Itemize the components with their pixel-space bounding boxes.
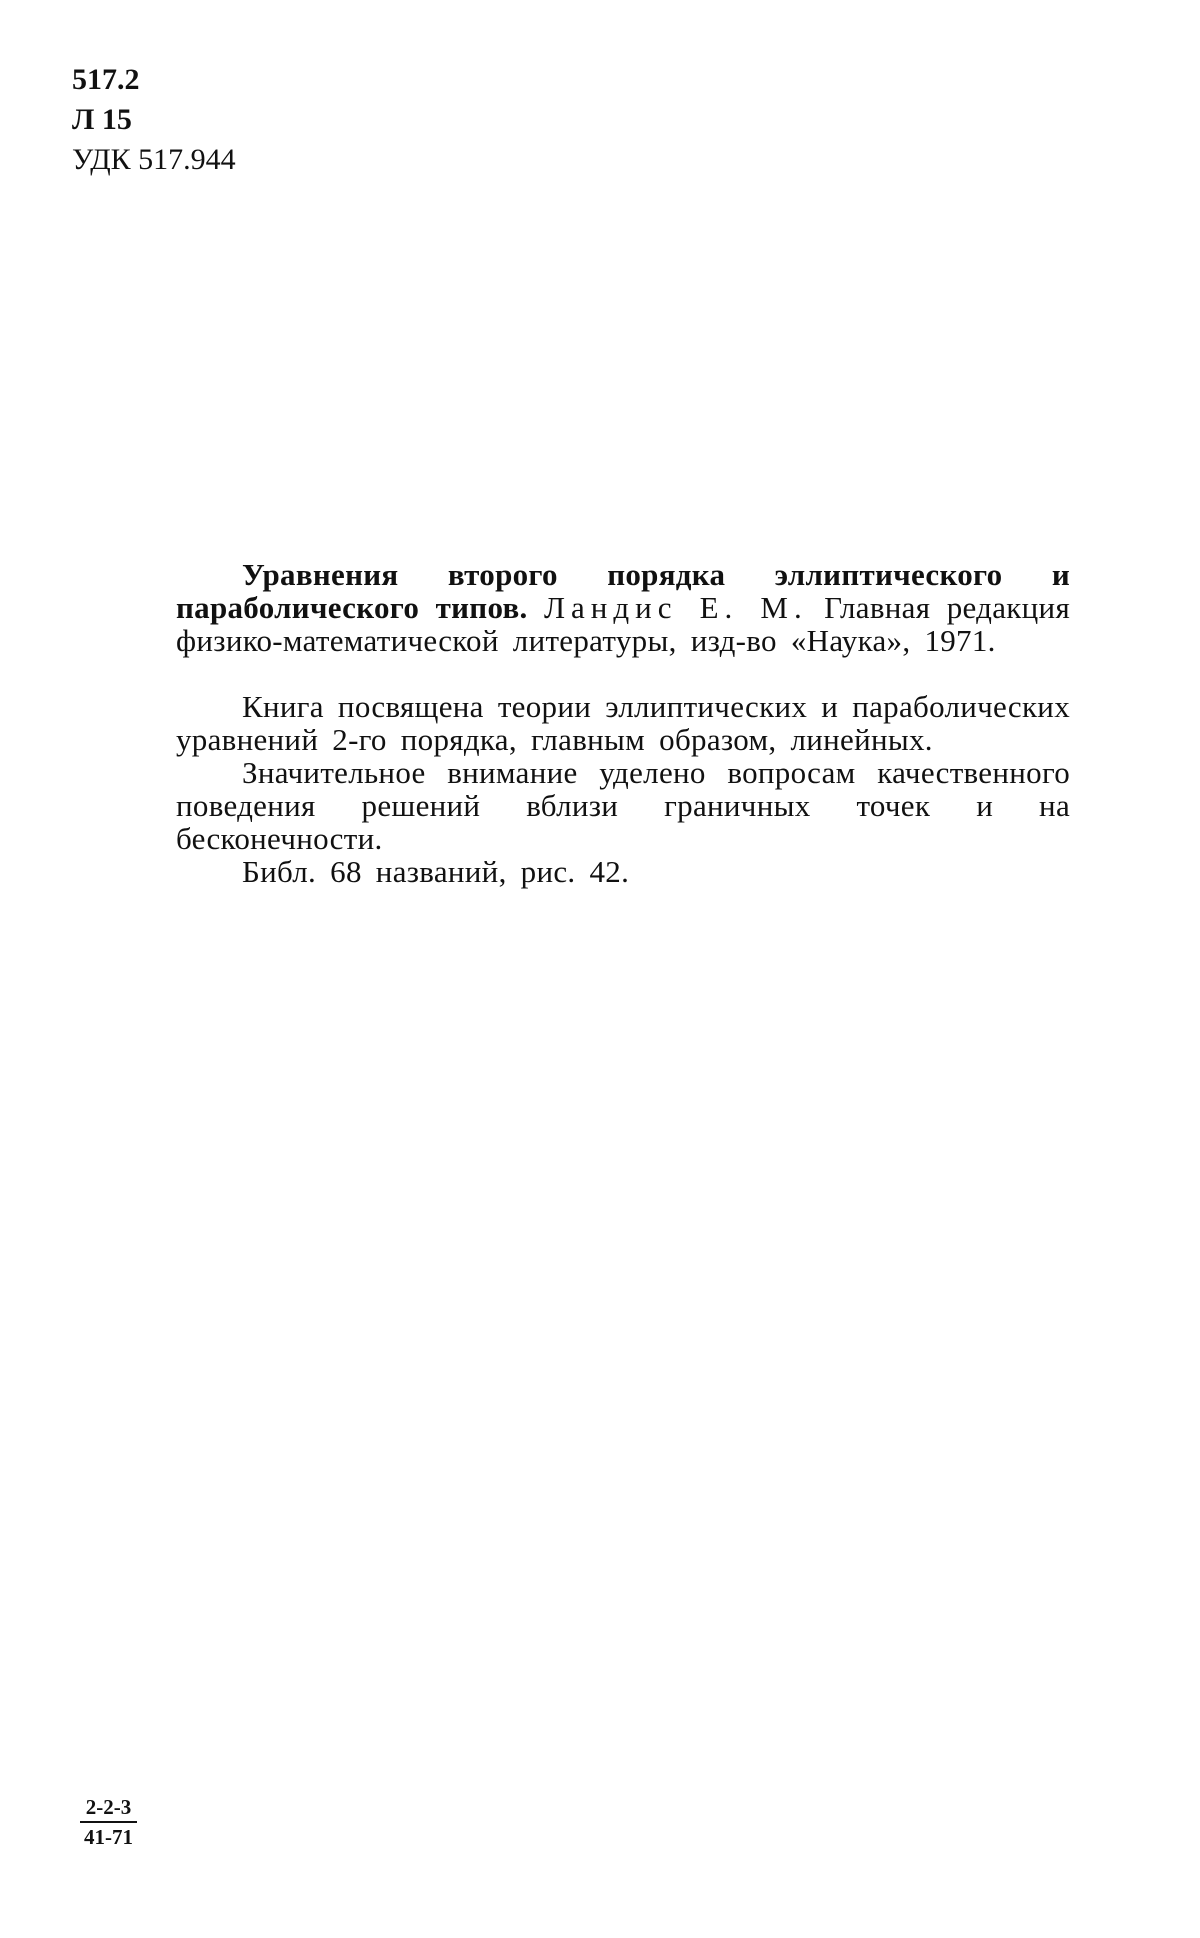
bibliographic-record: [176, 558, 1070, 657]
imprint-numerator: 2-2-3: [85, 1795, 132, 1819]
annotation-paragraph-1: Книга посвящена теории эллиптических и параболических уравнений 2-го порядка, главным образом, линейных.: [176, 689, 1070, 757]
bibliography-count: Библ. 68 названий, рис. 42.: [242, 854, 630, 889]
book-author: Ландис Е. М.: [543, 590, 808, 625]
fraction-line: [80, 1821, 137, 1823]
author-mark: Л 15: [72, 103, 132, 136]
classification-block: [72, 60, 236, 180]
publisher-imprint-code: [80, 1794, 137, 1850]
imprint-denominator: 41-71: [84, 1825, 133, 1849]
annotation-paragraph-2: Значительное внимание уделено вопросам качественного поведения решений вблизи граничных точек и на бесконечности.: [176, 755, 1070, 856]
book-title: Уравнения второго порядка эллиптического и параболического типов.: [176, 557, 1070, 625]
bbk-code: 517.2: [72, 63, 140, 96]
bibliographic-annotation: [176, 558, 1070, 888]
publisher-info: Главная редакция физико-математической литературы, изд-во «Наука», 1971.: [176, 590, 1070, 658]
udc-code: УДК 517.944: [72, 143, 236, 176]
